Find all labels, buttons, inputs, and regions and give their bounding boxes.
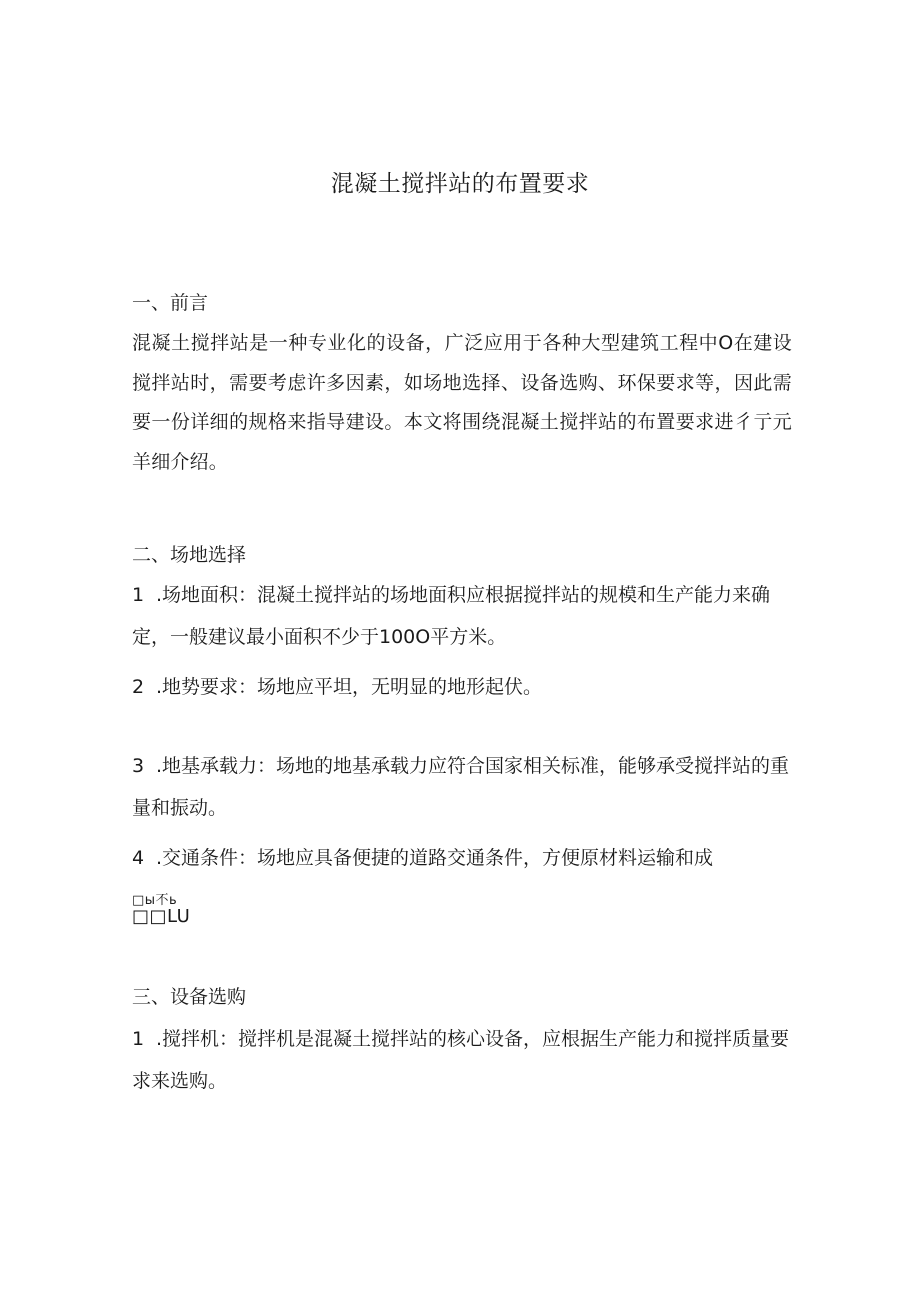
- list-item-text: .交通条件：场地应具备便捷的道路交通条件，方便原材料运输和成: [156, 847, 714, 869]
- section-heading-equipment: 三、设备选购: [132, 986, 247, 1008]
- list-item-number: 3: [132, 755, 145, 777]
- list-item: [132, 1018, 792, 1102]
- preface-paragraph: 混凝土搅拌站是一种专业化的设备，广泛应用于各种大型建筑工程中O在建设搅拌站时，需要考虑许多因素，如场地选择、设备选购、环保要求等，因此需要一份详细的规格来指导建设。本文将围绕混凝土搅拌站的布置要求进彳亍元羊细介绍。: [132, 332, 792, 473]
- garbled-text-line: □□LU: [132, 906, 191, 927]
- garbled-text-line: □ы不ь: [132, 893, 178, 908]
- document-title: 混凝土搅拌站的布置要求: [330, 171, 590, 197]
- list-item: [132, 745, 792, 829]
- list-item: [132, 837, 792, 879]
- list-item-text: .场地面积：混凝土搅拌站的场地面积应根据搅拌站的规模和生产能力来确定，一般建议最小面积不少于100O平方米。: [132, 584, 771, 648]
- list-item-text: .地基承载力：场地的地基承载力应符合国家相关标准，能够承受搅拌站的重量和振动。: [132, 755, 790, 819]
- list-item: [132, 574, 792, 658]
- list-item-number: 4: [132, 847, 145, 869]
- list-item-text: .搅拌机：搅拌机是混凝土搅拌站的核心设备，应根据生产能力和搅拌质量要求来选购。: [132, 1028, 790, 1092]
- list-item-number: 1: [132, 584, 145, 606]
- section-heading-site-selection: 二、场地选择: [132, 544, 247, 566]
- list-item-number: 2: [132, 676, 145, 698]
- list-item-number: 1: [132, 1028, 145, 1050]
- list-item-text: .地势要求：场地应平坦，无明显的地形起伏。: [156, 676, 543, 698]
- section-heading-preface: 一、前言: [132, 292, 209, 314]
- list-item: [132, 666, 792, 708]
